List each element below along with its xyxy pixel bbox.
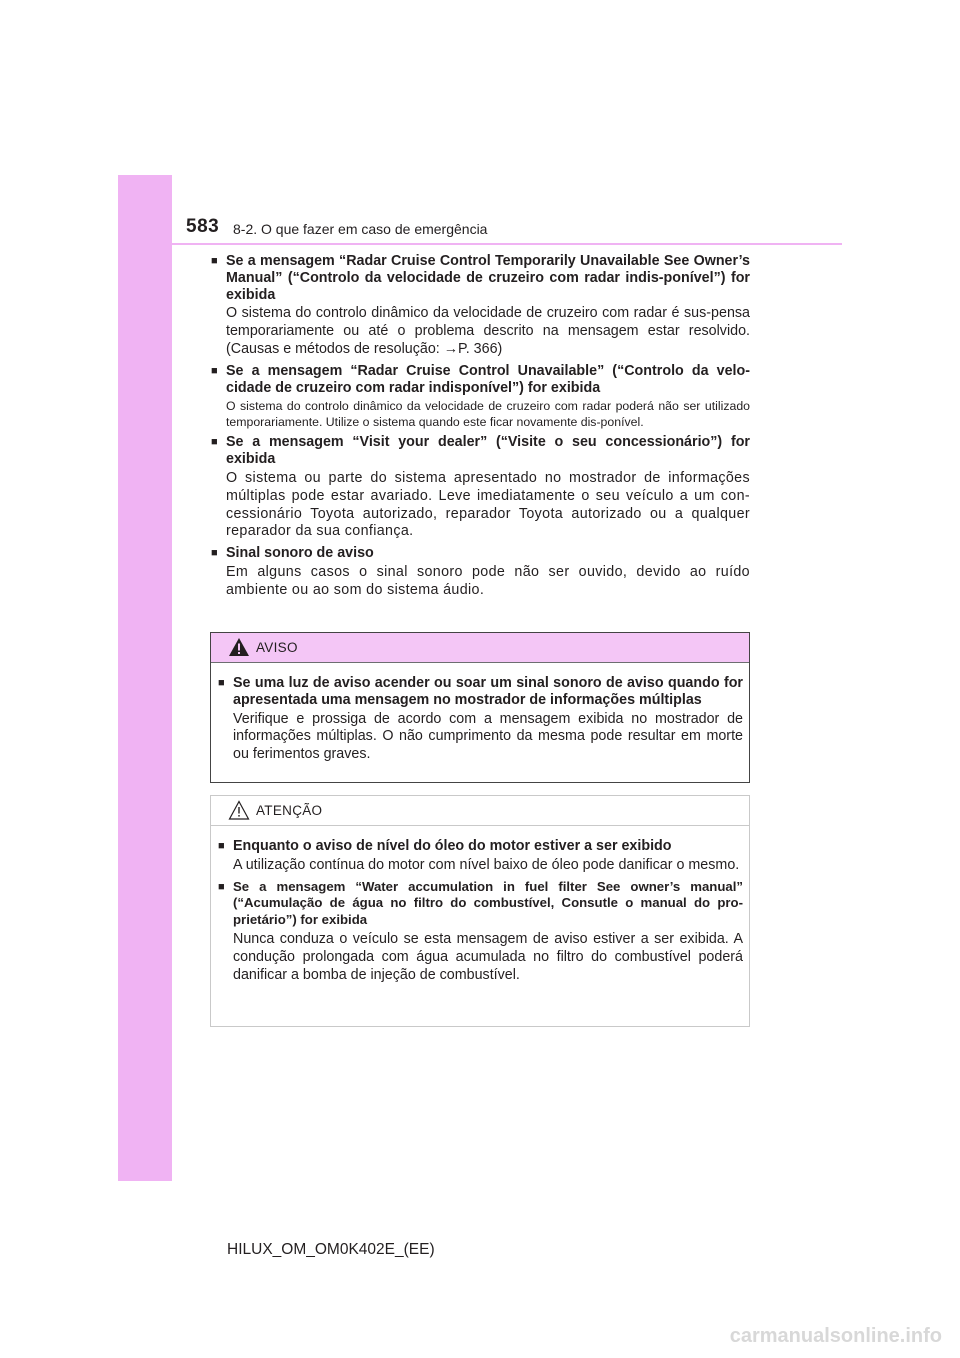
square-bullet-icon: ■ bbox=[211, 364, 218, 377]
item-text: Em alguns casos o sinal sonoro pode não ser ouvido, devido ao ruído ambiente ou ao som do sistema áudio. bbox=[226, 563, 750, 598]
square-bullet-icon: ■ bbox=[211, 436, 218, 449]
warning-triangle-icon bbox=[228, 637, 250, 657]
document-code: HILUX_OM_OM0K402E_(EE) bbox=[227, 1241, 435, 1258]
item-heading: ■ Enquanto o aviso de nível do óleo do motor estiver a ser exibido bbox=[218, 838, 672, 854]
item-heading: ■ Se a mensagem “Radar Cruise Control Temporarily Unavailable See Owner’s Manual” (“Controlo da velocidade de cruzeiro com radar indis-ponível”) for exibida bbox=[211, 253, 750, 303]
list-item bbox=[217, 675, 743, 764]
item-text: A utilização contínua do motor com nível baixo de óleo pode danificar o mesmo. bbox=[233, 856, 740, 873]
list-item bbox=[217, 879, 743, 985]
caution-box bbox=[210, 795, 750, 1027]
page-number: 583 bbox=[186, 216, 220, 237]
square-bullet-icon: ■ bbox=[218, 880, 225, 893]
item-heading: ■ Se a mensagem “Water accumulation in fuel filter See owner’s manual” (“Acumulação de água no filtro do combustível, Consutle o manual do pro-prietário”) for exibida bbox=[218, 878, 743, 928]
chapter-sidebar-tab bbox=[118, 175, 172, 1181]
square-bullet-icon: ■ bbox=[218, 677, 225, 689]
list-item bbox=[210, 545, 750, 599]
section-title: 8-2. O que fazer em caso de emergência bbox=[233, 221, 488, 237]
item-heading: ■ Se a mensagem “Visit your dealer” (“Visite o seu concessionário”) for exibida bbox=[211, 434, 750, 468]
item-heading: ■ Se uma luz de aviso acender ou soar um sinal sonoro de aviso quando for apresentada uma mensagem no mostrador de informações múltiplas bbox=[218, 675, 743, 708]
item-heading: ■ Se a mensagem “Radar Cruise Control Unavailable” (“Controlo da velo-cidade de cruzeiro com radar indisponível”) for exibida bbox=[211, 362, 750, 396]
item-text: Nunca conduza o veículo se esta mensagem de aviso estiver a ser exibida. A condução prolongada com água acumulada no filtro do combustível poderá danificar a bomba de injeção de combustível. bbox=[233, 930, 743, 983]
warning-box-header bbox=[211, 633, 749, 663]
square-bullet-icon: ■ bbox=[211, 547, 218, 560]
item-text: O sistema ou parte do sistema apresentado no mostrador de informações múltiplas pode estar avariado. Leve imediatamente o seu veículo a um con-cessionário Toyota autorizado, reparador Toyota autorizado ou a qualquer reparador da sua confiança. bbox=[226, 469, 750, 540]
list-item bbox=[210, 363, 750, 431]
site-watermark: carmanualsonline.info bbox=[729, 1325, 942, 1347]
item-text: O sistema do controlo dinâmico da velocidade de cruzeiro com radar poderá não ser utilizado temporariamente. Utilize o sistema quando este ficar novamente dis-ponível. bbox=[226, 399, 750, 430]
main-content bbox=[210, 253, 750, 604]
item-text: O sistema do controlo dinâmico da velocidade de cruzeiro com radar é sus-pensa temporariamente ou até o problema descrito na mensagem estar resolvido. (Causas e métodos de resolução: →P. 366) bbox=[226, 305, 750, 357]
square-bullet-icon: ■ bbox=[218, 840, 225, 852]
caution-box-header bbox=[211, 796, 749, 826]
warning-label: AVISO bbox=[256, 640, 298, 655]
item-text: Verifique e prossiga de acordo com a mensagem exibida no mostrador de informações múltiplas. O não cumprimento da mesma pode resultar em morte ou ferimentos graves. bbox=[233, 710, 743, 763]
list-item bbox=[210, 253, 750, 359]
warning-box bbox=[210, 632, 750, 783]
list-item bbox=[210, 434, 750, 541]
caution-label: ATENÇÃO bbox=[256, 803, 323, 818]
square-bullet-icon: ■ bbox=[211, 255, 218, 267]
caution-triangle-icon bbox=[228, 800, 250, 820]
item-heading: ■ Sinal sonoro de aviso bbox=[211, 545, 374, 562]
list-item bbox=[217, 838, 743, 875]
header-divider bbox=[172, 243, 842, 245]
